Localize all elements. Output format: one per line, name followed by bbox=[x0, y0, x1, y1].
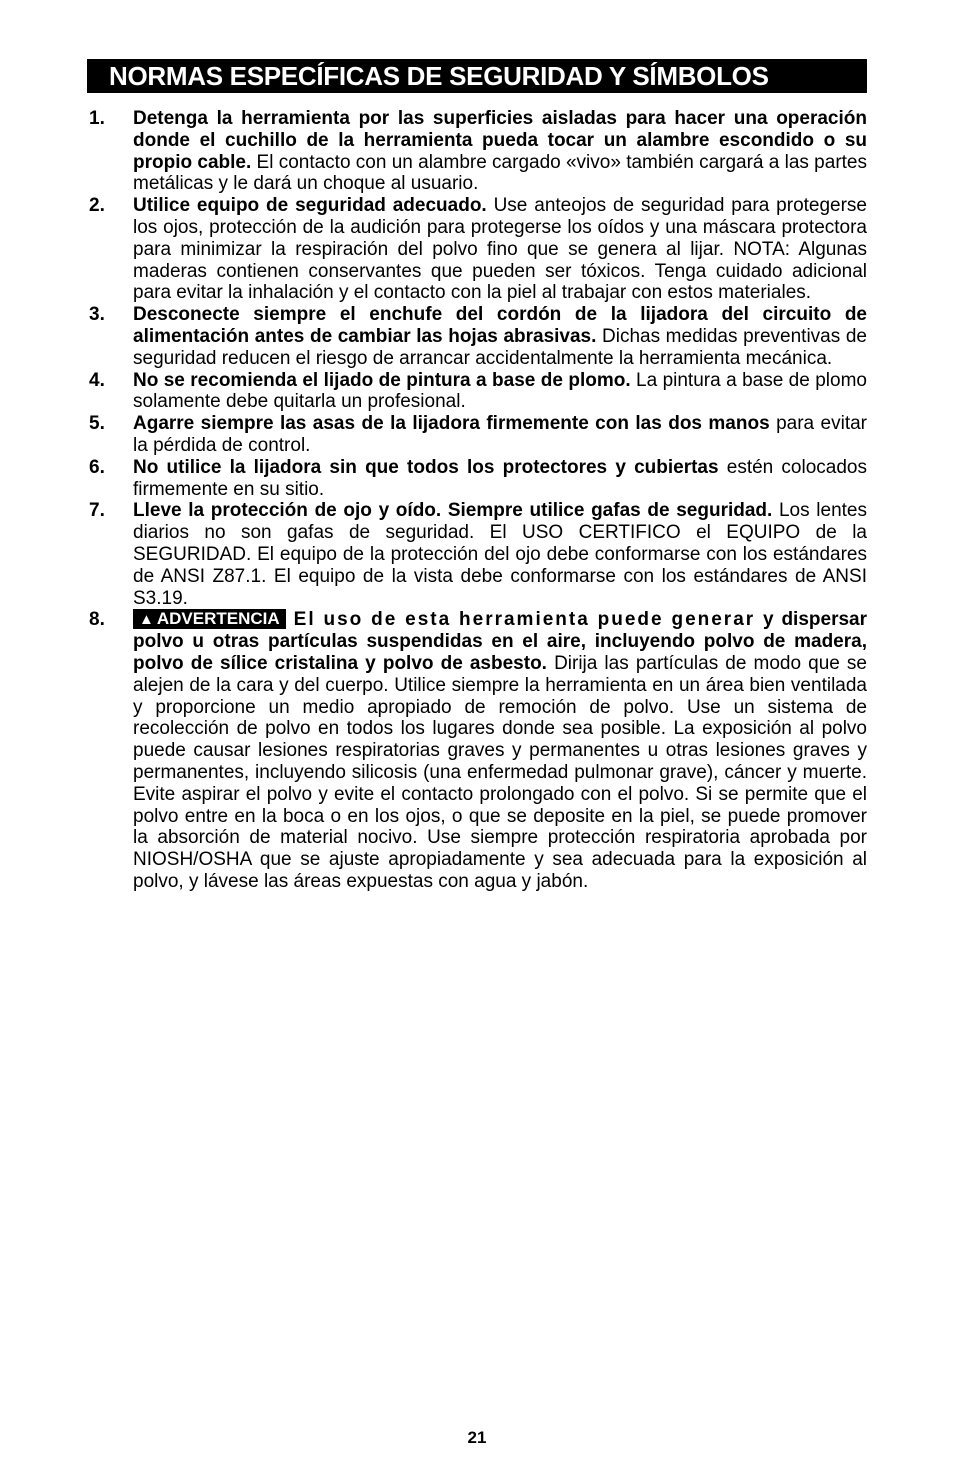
item-number: 6. bbox=[89, 456, 105, 478]
item-bold-text: Utilice equipo de seguridad adecuado. bbox=[133, 195, 487, 217]
item-number: 4. bbox=[89, 369, 105, 391]
safety-rules-list bbox=[87, 108, 867, 893]
item-text: Dirija las partículas de modo que se alejen de la cara y del cuerpo. Utilice siempre la herramienta en un área bien ventilada y proporcione un medio apropiado de remoción de polvo. Use un sistema de recolección de polvo en todos los lugares donde sea posible. La exposición al polvo puede causar lesiones respiratorias graves y permanentes u otras lesiones graves y permanentes, incluyendo silicosis (una enfermedad pulmonar grave), cáncer y muerte. Evite aspirar el polvo y evite el contacto prolongado con el polvo. Si se permite que el polvo entre en la boca o en los ojos, o que se deposite en la piel, se puede promover la absorción de material nocivo. Use siempre protección respiratoria aprobada por NIOSH/OSHA que se ajuste apropiadamente y sea adecuada para la exposición al polvo, y lávese las áreas expuestas con agua y jabón. bbox=[133, 652, 868, 892]
item-text: para evitar la pérdida de control. bbox=[133, 413, 867, 456]
item-number: 8. bbox=[89, 609, 105, 631]
warning-triangle-icon: ▲ bbox=[139, 611, 154, 629]
item-bold-text: No se recomienda el lijado de pintura a base de plomo. bbox=[133, 369, 631, 391]
section-title: NORMAS ESPECÍFICAS DE SEGURIDAD Y SÍMBOLOS bbox=[87, 59, 867, 93]
item-bold-spaced-text: El uso de esta herramienta puede generar y bbox=[293, 609, 776, 631]
page-number: 21 bbox=[467, 1428, 487, 1447]
item-text: Los lentes diarios no son gafas de seguridad. El USO CERTIFICO el EQUIPO de la SEGURIDAD. El equipo de la protección del ojo debe conformarse con los estándares de ANSI Z87.1. El equipo de la vista debe conformarse con los estándares de ANSI S3.19. bbox=[133, 500, 867, 609]
item-number: 3. bbox=[89, 304, 105, 326]
item-bold-text: Lleve la protección de ojo y oído. Siempre utilice gafas de seguridad. bbox=[133, 500, 773, 522]
item-number: 5. bbox=[89, 413, 105, 435]
list-item-warning bbox=[87, 609, 867, 892]
list-item bbox=[87, 500, 867, 609]
item-text: estén colocados firmemente en su sitio. bbox=[133, 456, 867, 500]
item-bold-text: Detenga la herramienta por las superficies aisladas para hacer una operación donde el cuchillo de la herramienta pueda tocar un alambre escondido o su propio cable. bbox=[133, 108, 867, 173]
item-text: Use anteojos de seguridad para protegerse los ojos, protección de la audición para protegerse los oídos y una máscara protectora para minimizar la respiración del polvo fino que se genera al lijar. NOTA: Algunas maderas contienen conservantes que pueden ser tóxicos. Tenga cuidado adicional para evitar la inhalación y el contacto con la piel al trabajar con estos materiales. bbox=[133, 195, 868, 304]
item-number: 2. bbox=[89, 195, 105, 217]
item-number: 7. bbox=[89, 500, 105, 522]
item-number: 1. bbox=[89, 108, 105, 129]
warning-label: ADVERTENCIA bbox=[156, 609, 280, 629]
item-text: La pintura a base de plomo solamente debe quitarla un profesional. bbox=[133, 369, 867, 413]
item-bold-text: Agarre siempre las asas de la lijadora firmemente con las dos manos bbox=[133, 413, 770, 435]
item-text: Dichas medidas preventivas de seguridad reducen el riesgo de arrancar accidentalmente la herramienta mecánica. bbox=[133, 325, 867, 369]
item-bold-text: Desconecte siempre el enchufe del cordón de la lijadora del circuito de alimentación antes de cambiar las hojas abrasivas. bbox=[133, 304, 867, 347]
list-item bbox=[87, 195, 867, 304]
list-item bbox=[87, 304, 867, 369]
item-text: El contacto con un alambre cargado «vivo» también cargará a las partes metálicas y le dará un choque al usuario. bbox=[133, 151, 867, 195]
list-item bbox=[87, 108, 867, 195]
list-item bbox=[87, 413, 867, 457]
item-bold-text: dispersar polvo u otras partículas suspendidas en el aire, incluyendo polvo de madera, polvo de sílice cristalina y polvo de asbesto. bbox=[133, 609, 867, 674]
list-item bbox=[87, 370, 867, 414]
warning-badge bbox=[133, 609, 286, 629]
list-item bbox=[87, 457, 867, 501]
item-bold-text: No utilice la lijadora sin que todos los protectores y cubiertas bbox=[133, 456, 719, 478]
